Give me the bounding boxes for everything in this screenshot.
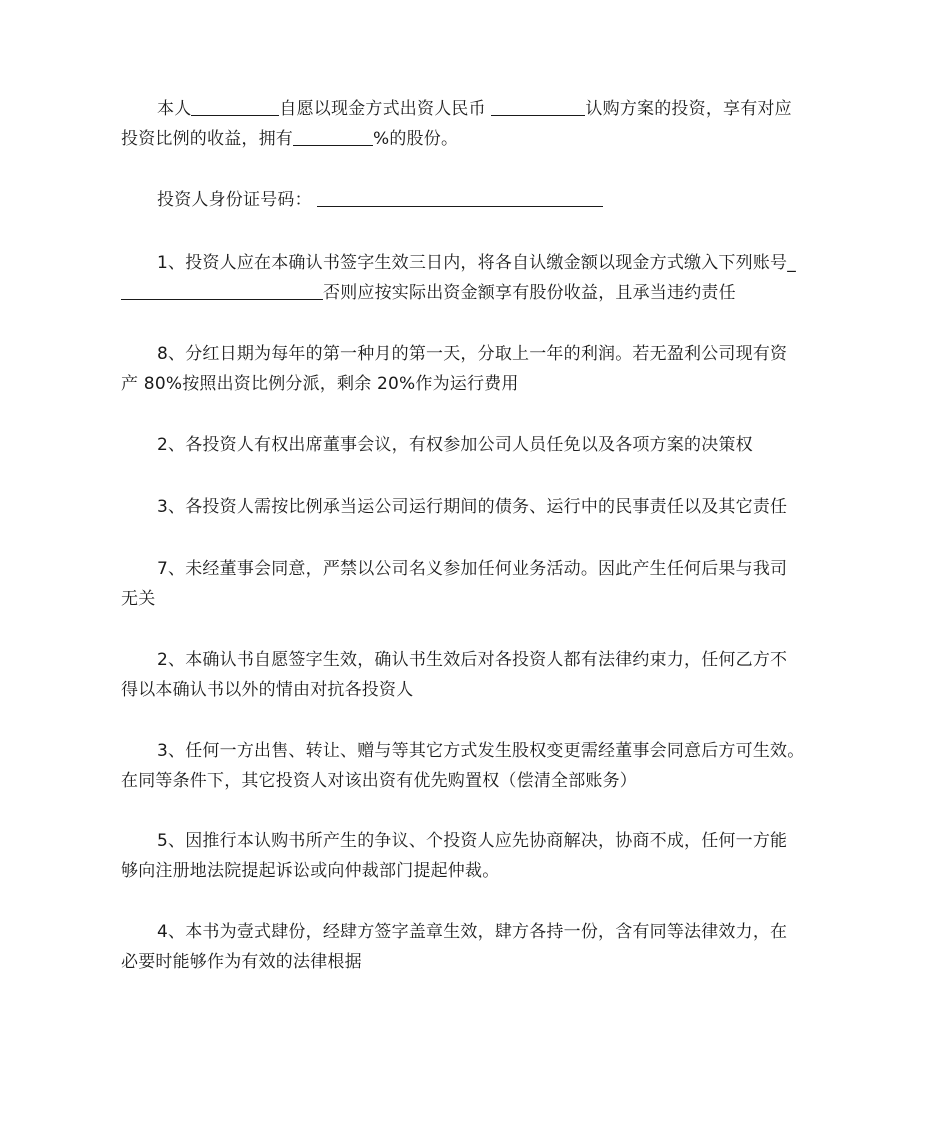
paragraph-clause-5 [121,826,833,886]
text-segment: %的股份。 [373,129,459,149]
paragraph-line: 8、分红日期为每年的第一种月的第一天，分取上一年的利润。若无盈利公司现有资 [157,344,788,364]
paragraph-line: 在同等条件下，其它投资人对该出资有优先购置权（偿清全部账务） [121,771,637,791]
paragraph-line: 7、未经董事会同意，严禁以公司名义参加任何业务活动。因此产生任何后果与我司 [157,559,788,579]
paragraph-line: 2、各投资人有权出席董事会议，有权参加公司人员任免以及各项方案的决策权 [157,435,753,455]
paragraph-line: 够向注册地法院提起诉讼或向仲裁部门提起仲裁。 [121,861,500,881]
paragraph-clause-3b [121,736,833,796]
id-number-label: 投资人身份证号码： [157,190,312,210]
paragraph-clause-3 [121,492,833,522]
id-number-blank-field[interactable] [317,188,603,207]
text-segment: 本人 [157,99,192,119]
paragraph-line: 必要时能够作为有效的法律根据 [121,952,362,972]
paragraph-line [121,94,833,124]
amount-blank-field[interactable] [491,97,585,116]
paragraph-line: 3、任何一方出售、转让、赠与等其它方式发生股权变更需经董事会同意后方可生效。 [157,741,805,761]
paragraph-clause-2 [121,430,833,460]
text-segment: 投资比例的收益，拥有 [121,129,293,149]
paragraph-clause-7 [121,554,833,614]
paragraph-line: 3、各投资人需按比例承当运公司运行期间的债务、运行中的民事责任以及其它责任 [157,497,788,517]
paragraph-clause-8 [121,339,833,399]
share-percent-blank-field[interactable] [293,127,373,146]
name-blank-field[interactable] [191,97,279,116]
paragraph-line: 无关 [121,589,156,609]
paragraph-line [121,278,833,308]
account-number-blank-field[interactable] [121,281,323,300]
paragraph-clause-1 [121,248,833,308]
paragraph-line: 2、本确认书自愿签字生效，确认书生效后对各投资人都有法律约束力，任何乙方不 [157,650,788,670]
paragraph-line: 4、本书为壹式肆份，经肆方签字盖章生效，肆方各持一份，含有同等法律效力，在 [157,922,788,942]
paragraph-line [121,185,833,215]
text-segment: 否则应按实际出资金额享有股份收益，且承当违约责任 [323,283,736,303]
paragraph-line: 1、投资人应在本确认书签字生效三日内，将各自认缴金额以现金方式缴入下列账号_ [157,253,796,273]
paragraph-line: 5、因推行本认购书所产生的争议、个投资人应先协商解决，协商不成，任何一方能 [157,831,788,851]
text-segment: 认购方案的投资，享有对应 [585,99,792,119]
paragraph-line: 产 80%按照出资比例分派，剩余 20%作为运行费用 [121,374,519,394]
paragraph-clause-4 [121,917,833,977]
paragraph-line [121,124,833,154]
paragraph-clause-2b [121,645,833,705]
text-segment: 自愿以现金方式出资人民币 [279,99,486,119]
paragraph-investment-statement [121,94,833,154]
paragraph-line: 得以本确认书以外的情由对抗各投资人 [121,680,414,700]
paragraph-id-number [121,185,833,215]
